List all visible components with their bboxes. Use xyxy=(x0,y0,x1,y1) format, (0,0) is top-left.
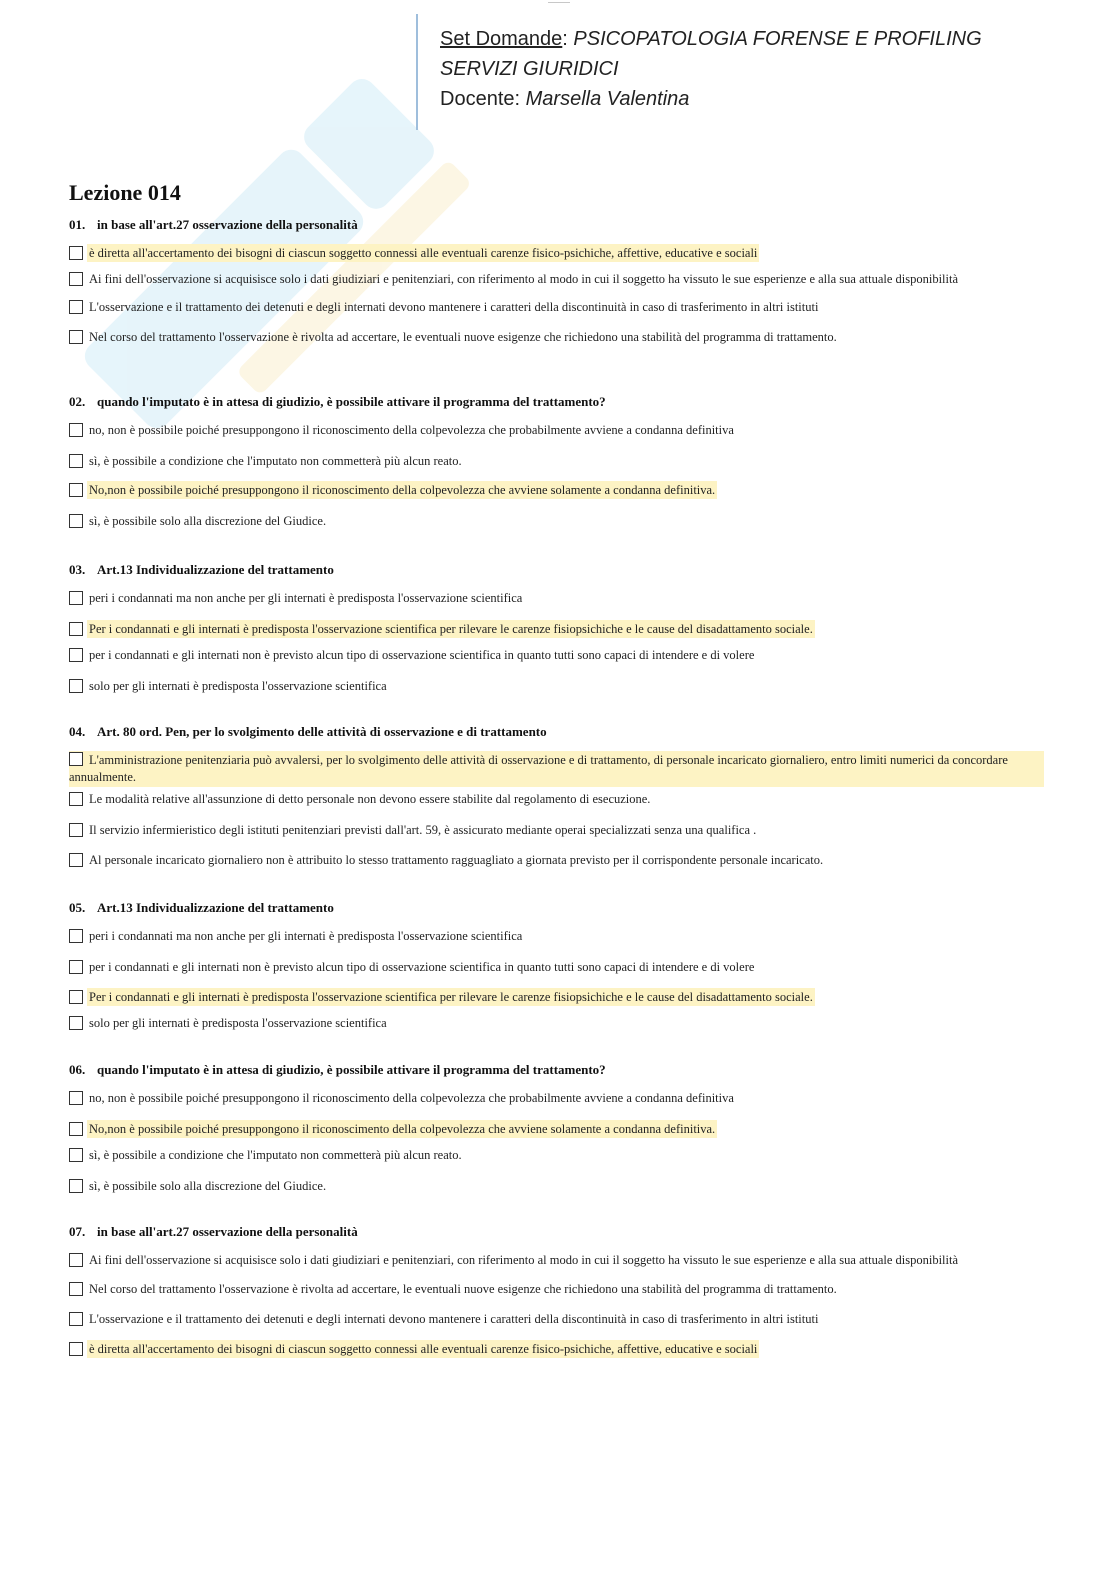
answer-option-correct[interactable] xyxy=(69,989,1059,1006)
answer-option[interactable] xyxy=(69,852,1059,869)
answer-checkbox[interactable] xyxy=(69,300,83,314)
answer-checkbox[interactable] xyxy=(69,1342,83,1356)
answer-text: L'osservazione e il trattamento dei detenuti e degli internati devono mantenere i caratteri della discontinuità in caso di trasferimento in altri istituti xyxy=(89,300,819,314)
answer-checkbox[interactable] xyxy=(69,454,83,468)
answer-checkbox[interactable] xyxy=(69,648,83,662)
answer-option[interactable] xyxy=(69,959,1059,976)
question-text: Art.13 Individualizzazione del trattamento xyxy=(97,900,334,915)
answer-option[interactable] xyxy=(69,1311,1059,1328)
course-title: PSICOPATOLOGIA FORENSE E PROFILING xyxy=(573,28,982,50)
answer-text: Nel corso del trattamento l'osservazione è rivolta ad accertare, le eventuali nuove esigenze che richiedono una stabilità del programma di trattamento. xyxy=(89,1282,837,1296)
answer-checkbox[interactable] xyxy=(69,483,83,497)
question-text: in base all'art.27 osservazione della personalità xyxy=(97,1224,358,1239)
answer-text: No,non è possibile poiché presuppongono il riconoscimento della colpevolezza che avviene solamente a condanna definitiva. xyxy=(89,483,716,497)
answer-option[interactable] xyxy=(69,1015,1059,1032)
answer-checkbox[interactable] xyxy=(69,960,83,974)
answer-option-correct[interactable] xyxy=(69,245,1059,262)
answer-option[interactable] xyxy=(69,422,1059,439)
answer-checkbox[interactable] xyxy=(69,1282,83,1296)
answer-option-correct[interactable] xyxy=(69,751,1044,787)
answer-option[interactable] xyxy=(69,1178,1059,1195)
answer-option[interactable] xyxy=(69,678,1059,695)
question-number: 07. xyxy=(69,1224,86,1239)
top-mark xyxy=(548,2,570,3)
answer-checkbox[interactable] xyxy=(69,272,83,286)
question-number: 03. xyxy=(69,562,86,577)
answer-text: L'amministrazione penitenziaria può avvalersi, per lo svolgimento delle attività di osservazione e di trattamento, di personale incaricato giornaliero, entro limiti numerici da concordare annualmente. xyxy=(69,753,1008,784)
lesson-title: Lezione 014 xyxy=(69,180,181,205)
answer-text: L'osservazione e il trattamento dei detenuti e degli internati devono mantenere i caratteri della discontinuità in caso di trasferimento in altri istituti xyxy=(89,1312,819,1326)
answer-checkbox[interactable] xyxy=(69,1148,83,1162)
course-subtitle-line xyxy=(440,54,1080,84)
header-rule xyxy=(416,14,418,130)
question-title xyxy=(69,722,1059,742)
answer-option[interactable] xyxy=(69,1281,1059,1298)
answer-text: sì, è possibile solo alla discrezione del Giudice. xyxy=(89,1179,327,1193)
answer-text: no, non è possibile poiché presuppongono il riconoscimento della colpevolezza che probabilmente avviene a condanna definitiva xyxy=(89,1091,734,1105)
answer-checkbox[interactable] xyxy=(69,1179,83,1193)
answer-option[interactable] xyxy=(69,513,1059,530)
answer-checkbox[interactable] xyxy=(69,679,83,693)
answer-checkbox[interactable] xyxy=(69,929,83,943)
question-number: 06. xyxy=(69,1062,86,1077)
answer-text: Il servizio infermieristico degli istituti penitenziari previsti dall'art. 59, è assicurato mediante operai specializzati senza una qualifica . xyxy=(89,823,757,837)
question-block xyxy=(69,898,1059,1032)
question-block xyxy=(69,560,1059,695)
answer-checkbox[interactable] xyxy=(69,622,83,636)
answer-text: solo per gli internati è predisposta l'osservazione scientifica xyxy=(89,1016,387,1030)
answer-text: Le modalità relative all'assunzione di detto personale non devono essere stabilite dal regolamento di esecuzione. xyxy=(89,792,651,806)
answer-checkbox[interactable] xyxy=(69,823,83,837)
answer-option[interactable] xyxy=(69,791,1059,808)
answer-text: è diretta all'accertamento dei bisogni di ciascun soggetto connessi alle eventuali carenze fisico-psichiche, affettive, educative e sociali xyxy=(89,1342,758,1356)
answer-text: solo per gli internati è predisposta l'osservazione scientifica xyxy=(89,679,387,693)
answer-text: per i condannati e gli internati non è previsto alcun tipo di osservazione scientifica in quanto tutti sono capaci di intendere e di volere xyxy=(89,648,755,662)
question-block xyxy=(69,722,1059,869)
answer-text: Ai fini dell'osservazione si acquisisce solo i dati giudiziari e penitenziari, con riferimento al modo in cui il soggetto ha vissuto le sue esperienze e alla sua attuale disponibilità xyxy=(89,272,959,286)
answer-text: per i condannati e gli internati non è previsto alcun tipo di osservazione scientifica in quanto tutti sono capaci di intendere e di volere xyxy=(89,960,755,974)
answer-option-correct[interactable] xyxy=(69,621,1059,638)
answer-option[interactable] xyxy=(69,1090,1059,1107)
question-block xyxy=(69,392,1059,530)
question-text: quando l'imputato è in attesa di giudizio, è possibile attivare il programma del trattamento? xyxy=(97,394,606,409)
answer-text: Ai fini dell'osservazione si acquisisce solo i dati giudiziari e penitenziari, con riferimento al modo in cui il soggetto ha vissuto le sue esperienze e alla sua attuale disponibilità xyxy=(89,1253,959,1267)
answer-option[interactable] xyxy=(69,822,1059,839)
question-block xyxy=(69,1222,1059,1358)
question-text: quando l'imputato è in attesa di giudizio, è possibile attivare il programma del trattamento? xyxy=(97,1062,606,1077)
question-title xyxy=(69,392,1059,412)
set-label: Set Domande xyxy=(440,28,563,50)
question-block xyxy=(69,1060,1059,1195)
answer-option-correct[interactable] xyxy=(69,1341,1059,1358)
answer-checkbox[interactable] xyxy=(69,423,83,437)
answer-checkbox[interactable] xyxy=(69,792,83,806)
answer-option-correct[interactable] xyxy=(69,1121,1059,1138)
answer-text: è diretta all'accertamento dei bisogni di ciascun soggetto connessi alle eventuali carenze fisico-psichiche, affettive, educative e sociali xyxy=(89,246,758,260)
answer-checkbox[interactable] xyxy=(69,1016,83,1030)
question-block xyxy=(69,215,1059,346)
answer-checkbox[interactable] xyxy=(69,591,83,605)
question-number: 05. xyxy=(69,900,86,915)
question-title xyxy=(69,898,1059,918)
question-text: Art.13 Individualizzazione del trattamento xyxy=(97,562,334,577)
answer-text: peri i condannati ma non anche per gli internati è predisposta l'osservazione scientifica xyxy=(89,929,523,943)
answer-text: Per i condannati e gli internati è predisposta l'osservazione scientifica per rilevare le carenze fisiopsichiche e le cause del disadattamento sociale. xyxy=(89,990,813,1004)
answer-option[interactable] xyxy=(69,928,1059,945)
teacher-line xyxy=(440,84,1080,114)
answer-checkbox[interactable] xyxy=(69,1312,83,1326)
question-text: Art. 80 ord. Pen, per lo svolgimento delle attività di osservazione e di trattamento xyxy=(97,724,547,739)
answer-checkbox[interactable] xyxy=(69,514,83,528)
answer-checkbox[interactable] xyxy=(69,1122,83,1136)
answer-text: Nel corso del trattamento l'osservazione è rivolta ad accertare, le eventuali nuove esigenze che richiedono una stabilità del programma di trattamento. xyxy=(89,330,837,344)
answer-text: Al personale incaricato giornaliero non è attribuito lo stesso trattamento ragguagliato a giornata previsto per il corrispondente personale incaricato. xyxy=(89,853,824,867)
course-subtitle: SERVIZI GIURIDICI xyxy=(440,58,619,80)
question-number: 04. xyxy=(69,724,86,739)
set-colon: : xyxy=(562,28,568,50)
watermark-shape xyxy=(298,73,439,214)
answer-checkbox[interactable] xyxy=(69,752,83,766)
answer-option[interactable] xyxy=(69,590,1059,607)
question-text: in base all'art.27 osservazione della personalità xyxy=(97,217,358,232)
teacher-label: Docente: xyxy=(440,88,521,110)
question-title xyxy=(69,1222,1059,1242)
answer-checkbox[interactable] xyxy=(69,1091,83,1105)
answer-text: sì, è possibile solo alla discrezione del Giudice. xyxy=(89,514,327,528)
answer-text: sì, è possibile a condizione che l'imputato non commetterà più alcun reato. xyxy=(89,1148,462,1162)
answer-option-correct[interactable] xyxy=(69,482,1059,499)
answer-text: Per i condannati e gli internati è predisposta l'osservazione scientifica per rilevare le carenze fisiopsichiche e le cause del disadattamento sociale. xyxy=(89,622,813,636)
set-line xyxy=(440,24,1080,54)
answer-text: peri i condannati ma non anche per gli internati è predisposta l'osservazione scientifica xyxy=(89,591,523,605)
question-number: 02. xyxy=(69,394,86,409)
answer-text: No,non è possibile poiché presuppongono il riconoscimento della colpevolezza che avviene solamente a condanna definitiva. xyxy=(89,1122,716,1136)
answer-option[interactable] xyxy=(69,299,1059,316)
question-title xyxy=(69,1060,1059,1080)
answer-option[interactable] xyxy=(69,271,1059,288)
question-title xyxy=(69,560,1059,580)
teacher-name: Marsella Valentina xyxy=(525,88,690,110)
answer-checkbox[interactable] xyxy=(69,330,83,344)
question-title xyxy=(69,215,1059,235)
answer-option[interactable] xyxy=(69,1147,1059,1164)
document-header xyxy=(440,24,1080,114)
answer-checkbox[interactable] xyxy=(69,246,83,260)
answer-text: sì, è possibile a condizione che l'imputato non commetterà più alcun reato. xyxy=(89,454,462,468)
answer-option[interactable] xyxy=(69,329,1059,346)
answer-option[interactable] xyxy=(69,1252,1059,1269)
answer-checkbox[interactable] xyxy=(69,1253,83,1267)
answer-text: no, non è possibile poiché presuppongono il riconoscimento della colpevolezza che probabilmente avviene a condanna definitiva xyxy=(89,423,734,437)
answer-option[interactable] xyxy=(69,453,1059,470)
answer-checkbox[interactable] xyxy=(69,990,83,1004)
question-number: 01. xyxy=(69,217,86,232)
answer-checkbox[interactable] xyxy=(69,853,83,867)
answer-option[interactable] xyxy=(69,647,1059,664)
